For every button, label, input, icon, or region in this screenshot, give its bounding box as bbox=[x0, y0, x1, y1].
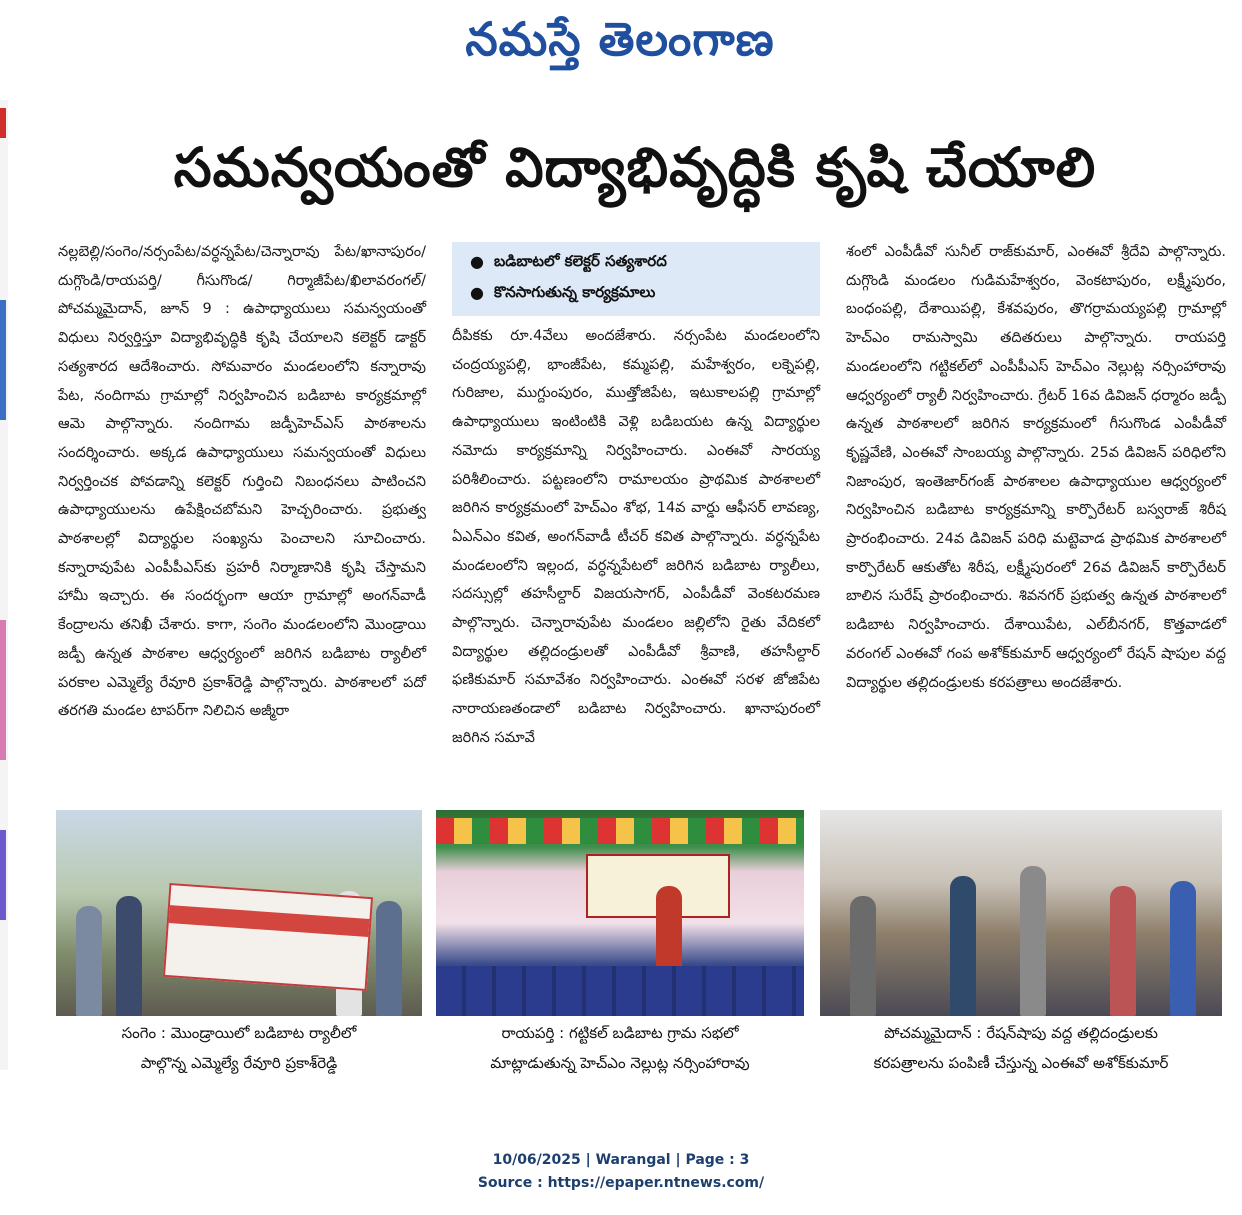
caption-line: సంగెం : మొండ్రాయిలో బడిబాట ర్యాలీలో bbox=[121, 1024, 357, 1042]
person-figure bbox=[1110, 886, 1136, 1016]
edge-strip bbox=[0, 300, 6, 420]
person-figure bbox=[950, 876, 976, 1016]
article-column-2: దీపికకు రూ.4వేలు అందజేశారు. నర్సంపేట మండలంలోని చంద్రయ్యపల్లి, భాంజీపేట, కమ్మపల్లి, మహేశ్వరం, లక్నెపల్లి, గురిజాల, ముగ్దుంపురం, ముత్తోజిపేట, ఇటుకాలపల్లి గ్రామాల్లో ఉపాధ్యాయులు ఇంటింటికి వెళ్లి బడిబయట ఉన్న విద్యార్థుల నమోదు కార్యక్రమాన్ని నిర్వహించారు. ఎంఈవో సారయ్య పరిశీలించారు. పట్టణంలోని రామాలయం ప్రాథమిక పాఠశాలలో జరిగిన కార్యక్రమంలో హెచ్ఎం శోభ, 14వ వార్డు ఆఫీసర్ లావణ్య, ఏఎన్ఎం కవిత, అంగన్‌వాడీ టీచర్ కవిత పాల్గొన్నారు. వర్ధన్నపేట మండలంలోని ఇల్లంద, వర్ధన్నపేటలో జరిగిన బడిబాట ర్యాలీలు, సదస్సుల్లో తహసీల్దార్ విజయసాగర్, ఎంపీడీవో వెంకటరమణ పాల్గొన్నారు. చెన్నారావుపేట మండలం జల్లిలోని రైతు వేదికలో విద్యార్థుల తల్లిదండ్రులతో ఎంపీడీవో శ్రీవాణి, తహసీల్దార్ ఫణికుమార్ సమావేశం నిర్వహించారు. ఎంఈవో సరళ జోజిపేట నారాయణతండాలో బడిబాట నిర్వహించారు. ఖానాపురంలో జరిగిన సమావే bbox=[452, 328, 820, 746]
article-headline: సమన్వయంతో విద్యాభివృద్ధికి కృషి చేయాలి bbox=[173, 136, 1097, 199]
photo-ration-shop bbox=[820, 810, 1222, 1016]
footer-date-edition: 10/06/2025 | Warangal | Page : 3 bbox=[492, 1152, 750, 1168]
article-column-3: శంలో ఎంపీడీవో సునీల్ రాజ్‌కుమార్, ఎంఈవో శ్రీదేవి పాల్గొన్నారు. దుగ్గొండి మండలం గుడిమహేశ్వరం, వెంకటాపురం, లక్ష్మీపురం, బంధంపల్లి, దేశాయిపల్లి, కేశవపురం, తొగర్రామయ్యపల్లి గ్రామాల్లో హెచ్ఎం రామస్వామి తదితరులు పాల్గొన్నారు. రాయపర్తి మండలంలోని గట్టికల్‌లో ఎంపీపీఎస్ హెచ్ఎం నెల్లుట్ల నర్సింహారావు ఆధ్వర్యంలో ర్యాలీ నిర్వహించారు. గ్రేటర్ 16వ డివిజన్ ధర్మారం జడ్పీ ఉన్నత పాఠశాలలో జరిగిన కార్యక్రమంలో గీసుగొండ ఎంపీడీవో కృష్ణవేణి, ఎంఈవో సాంబయ్య పాల్గొన్నారు. 25వ డివిజన్ పరిధిలోని నిజాంపుర, ఇంతెజార్‌గంజ్ పాఠశాలల ఉపాధ్యాయుల ఆధ్వర్యంలో నిర్వహించిన బడిబాట కార్యక్రమాన్ని కార్పొరేటర్ బస్వరాజ్ శిరీష ప్రారంభించారు. 24వ డివిజన్ పరిధి మట్టెవాడ ప్రాథమిక పాఠశాలలో కార్పొరేటర్ ఆకుతోట శిరీష, లక్ష్మీపురంలో 26వ డివిజన్ కార్పొరేటర్ బాలిన సురేష్ ప్రారంభించారు. శివనగర్ ప్రభుత్వ ఉన్నత పాఠశాలలో బడిబాట నిర్వహించారు. దేశాయిపేట, ఎల్‌బీనగర్, కొత్తవాడలో వరంగల్ ఎంఈవో గంప అశోక్‌కుమార్ ఆధ్వర్యంలో రేషన్ షాపుల వద్ద విద్యార్థుల తల్లిదండ్రులకు కరపత్రాలు అందజేశారు. bbox=[846, 244, 1226, 691]
caption-line: పోచమ్మమైదాన్ : రేషన్‌షాపు వద్ద తల్లిదండ్రులకు bbox=[884, 1024, 1158, 1042]
newspaper-masthead: నమస్తే తెలంగాణ bbox=[465, 12, 775, 66]
caption-line: రాయపర్తి : గట్టికల్ బడిబాట గ్రామ సభలో bbox=[501, 1024, 739, 1042]
photo-meeting bbox=[436, 810, 804, 1016]
edge-strip bbox=[0, 620, 6, 760]
article-column-1: నల్లబెల్లి/సంగెం/నర్సంపేట/వర్ధన్నపేట/చెన్నారావు పేట/ఖానాపురం/దుగ్గొండి/రాయపర్తి/ గీసుగొండ/ గిర్మాజీపేట/ఖిలావరంగల్/పోచమ్మమైదాన్, జూన్ 9 : ఉపాధ్యాయులు సమన్వయంతో విధులు నిర్వర్తిస్తూ విద్యాభివృద్ధికి కృషి చేయాలని కలెక్టర్ డాక్టర్ సత్యశారద ఆదేశించారు. సోమవారం మండలంలోని కన్నారావు పేట, నందిగామ గ్రామాల్లో నిర్వహించిన బడిబాట కార్యక్రమాల్లో ఆమె పాల్గొన్నారు. నందిగామ జడ్పీహెచ్ఎస్ పాఠశాలను సందర్శించారు. అక్కడ ఉపాధ్యాయులు సమన్వయంతో విధులు నిర్వర్తించక పోవడాన్ని కలెక్టర్ గుర్తించి నిబంధనలు పాటించని ఉపాధ్యాయులను ఉపేక్షించబోమని హెచ్చరించారు. ప్రభుత్వ పాఠశాలల్లో విద్యార్థుల సంఖ్యను పెంచాలని సూచించారు. కన్నారావుపేట ఎంపీపీఎస్‌కు ప్రహరీ నిర్మాణానికి కృషి చేస్తామని హామీ ఇచ్చారు. ఈ సందర్భంగా ఆయా గ్రామాల్లో అంగన్‌వాడీ కేంద్రాలను తనిఖీ చేశారు. కాగా, సంగెం మండలంలోని మొండ్రాయి జడ్పీ ఉన్నత పాఠశాల ఆధ్వర్యంలో జరిగిన బడిబాట ర్యాలీలో పరకాల ఎమ్మెల్యే రేవూరి ప్రకాశ్‌రెడ్డి పాల్గొన్నారు. పాఠశాలలో పదో తరగతి మండల టాపర్‌గా నిలిచిన అజ్మీరా bbox=[58, 244, 426, 720]
adjacent-page-edge bbox=[0, 100, 8, 1070]
caption-line: మాట్లాడుతున్న హెచ్ఎం నెల్లుట్ల నర్సింహారావు bbox=[490, 1054, 750, 1072]
caption-line: కరపత్రాలను పంపిణీ చేస్తున్న ఎంఈవో అశోక్‌కుమార్ bbox=[873, 1054, 1169, 1072]
edge-strip bbox=[0, 108, 6, 138]
person-figure bbox=[76, 906, 102, 1016]
bullet-icon: ● bbox=[470, 252, 484, 271]
highlight-item bbox=[452, 246, 820, 277]
photo-caption bbox=[436, 1018, 804, 1078]
highlight-text: కొనసాగుతున్న కార్యక్రమాలు bbox=[494, 283, 656, 301]
person-figure bbox=[1170, 881, 1196, 1016]
highlights-box bbox=[452, 242, 820, 316]
person-figure bbox=[850, 896, 876, 1016]
tent-decoration bbox=[436, 818, 804, 844]
highlight-text: బడిబాటలో కలెక్టర్ సత్యశారద bbox=[494, 252, 667, 270]
person-figure bbox=[376, 901, 402, 1016]
person-figure bbox=[1020, 866, 1046, 1016]
edge-strip bbox=[0, 830, 6, 920]
bullet-icon: ● bbox=[470, 283, 484, 302]
photo-rally bbox=[56, 810, 422, 1016]
photo-caption bbox=[56, 1018, 422, 1078]
rally-banner bbox=[163, 883, 373, 991]
caption-line: పాల్గొన్న ఎమ్మెల్యే రేవూరి ప్రకాశ్‌రెడ్డి bbox=[140, 1054, 338, 1072]
highlight-item bbox=[452, 277, 820, 308]
footer-source-link[interactable]: Source : https://epaper.ntnews.com/ bbox=[477, 1175, 765, 1191]
audience-chairs bbox=[436, 966, 804, 1016]
person-figure bbox=[116, 896, 142, 1016]
photo-caption bbox=[820, 1018, 1222, 1078]
